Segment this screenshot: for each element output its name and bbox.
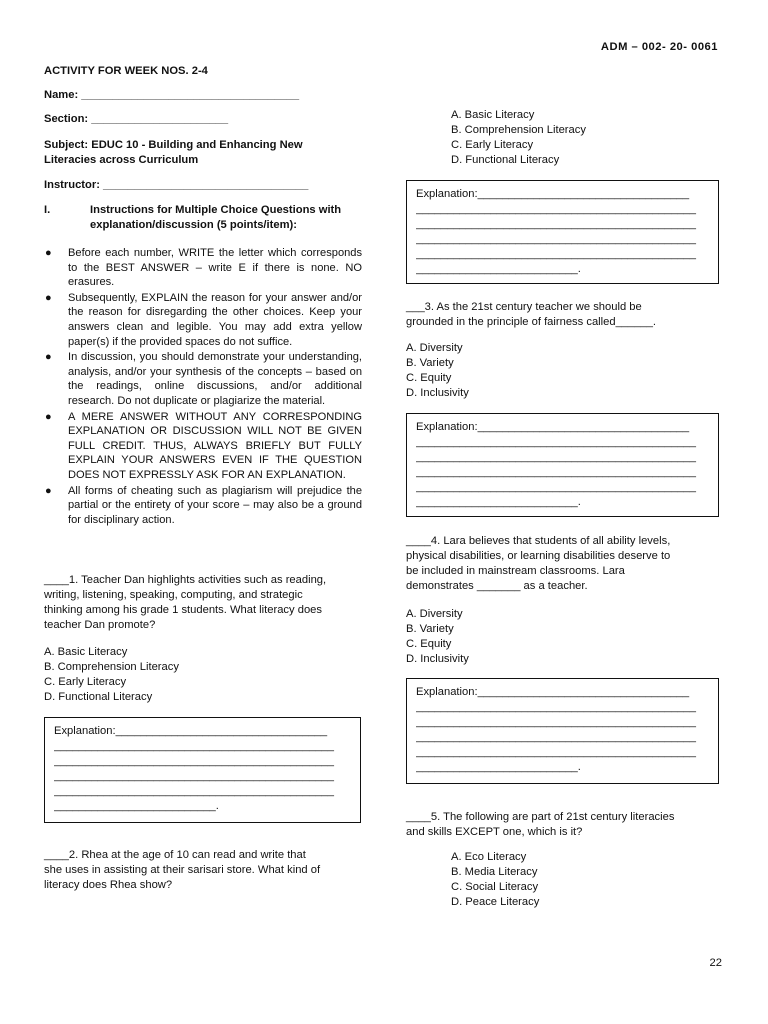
question-4-line: physical disabilities, or learning disabilities deserve to: [406, 550, 671, 562]
option-d: D. Functional Literacy: [44, 691, 153, 703]
question-4-options: [406, 607, 718, 667]
answer-line: _____________________________________________: [54, 740, 334, 752]
option-d: D. Inclusivity: [406, 653, 469, 665]
question-1-options: [44, 645, 362, 705]
question-1-line: ____1. Teacher Dan highlights activities such as reading,: [44, 574, 327, 586]
question-1: [44, 573, 362, 633]
question-4-line: be included in mainstream classrooms. Lara: [406, 565, 625, 577]
question-4-line: ____4. Lara believes that students of all ability levels,: [406, 535, 671, 547]
question-5-options: [451, 850, 539, 910]
option-d: D. Functional Literacy: [451, 154, 560, 166]
option-c: C. Equity: [406, 638, 452, 650]
option-b: B. Variety: [406, 357, 454, 369]
activity-title: ACTIVITY FOR WEEK NOS. 2-4: [44, 65, 208, 77]
instruction-bullet: ● All forms of cheating such as plagiarism will prejudice the partial or the entirety of your score – may also be a ground for disciplinary action.: [45, 484, 362, 526]
question-4: [406, 534, 718, 594]
question-1-line: writing, listening, speaking, computing, and strategic: [44, 589, 303, 601]
answer-line: _____________________________________________: [416, 218, 696, 230]
option-b: B. Variety: [406, 623, 454, 635]
answer-line: _____________________________________________: [416, 233, 696, 245]
explanation-label: Explanation:__________________________________: [416, 188, 690, 200]
answer-line: _____________________________________________: [416, 701, 696, 713]
question-1-line: teacher Dan promote?: [44, 619, 156, 631]
instructor-field[interactable]: Instructor: _________________________________: [44, 179, 309, 191]
question-5-line: ____5. The following are part of 21st century literacies: [406, 811, 675, 823]
question-2: [44, 848, 362, 893]
instruction-bullet: ● Before each number, WRITE the letter which corresponds to the BEST ANSWER – write E if there is none. NO erasures.: [45, 247, 362, 289]
answer-line: _____________________________________________: [416, 436, 696, 448]
bullet-dot-icon: ●: [45, 247, 52, 259]
answer-line: _____________________________________________: [416, 248, 696, 260]
name-field[interactable]: Name: ___________________________________: [44, 89, 300, 101]
answer-line: __________________________.: [54, 800, 219, 812]
explanation-box-1[interactable]: [44, 717, 361, 823]
subject-line-2: Literacies across Curriculum: [44, 154, 199, 166]
answer-line: _____________________________________________: [416, 716, 696, 728]
question-2-line: ____2. Rhea at the age of 10 can read and write that: [44, 849, 306, 861]
instruction-bullet: ● Subsequently, EXPLAIN the reason for your answer and/or the reason for disregarding the other choices. Keep your answers clean and legible. You may add extra yellow paper(s) if the provided spaces do not suffice.: [45, 291, 362, 348]
bullet-dot-icon: ●: [45, 351, 52, 364]
answer-line: __________________________.: [416, 263, 581, 275]
question-1-line: thinking among his grade 1 students. What literacy does: [44, 604, 322, 616]
question-3-options: [406, 341, 718, 401]
explanation-label: Explanation:__________________________________: [416, 421, 690, 433]
answer-line: _____________________________________________: [416, 451, 696, 463]
bullet-dot-icon: ●: [45, 410, 52, 423]
explanation-box-2[interactable]: [406, 180, 719, 284]
instructions-heading-2: explanation/discussion (5 points/item):: [90, 219, 297, 231]
answer-line: _____________________________________________: [54, 755, 334, 767]
document-code: ADM – 002- 20- 0061: [600, 41, 718, 53]
option-c: C. Social Literacy: [451, 881, 539, 893]
section-field[interactable]: Section: ______________________: [44, 113, 229, 125]
answer-line: _____________________________________________: [416, 203, 696, 215]
section-numeral: I.: [44, 204, 51, 216]
instructions-list: [44, 246, 362, 528]
question-5: [406, 810, 718, 840]
option-a: A. Eco Literacy: [451, 851, 527, 863]
answer-line: _____________________________________________: [54, 785, 334, 797]
page-number: 22: [709, 957, 722, 969]
option-a: A. Diversity: [406, 342, 463, 354]
option-b: B. Media Literacy: [451, 866, 538, 878]
bullet-dot-icon: ●: [45, 484, 52, 497]
answer-line: _____________________________________________: [416, 466, 696, 478]
answer-line: __________________________.: [416, 761, 581, 773]
bullet-dot-icon: ●: [45, 291, 52, 304]
explanation-box-3[interactable]: [406, 413, 719, 517]
option-a: A. Basic Literacy: [451, 109, 535, 121]
question-3: [406, 300, 718, 330]
answer-line: _____________________________________________: [54, 770, 334, 782]
option-a: A. Diversity: [406, 608, 463, 620]
question-2-line: she uses in assisting at their sarisari store. What kind of: [44, 864, 321, 876]
question-5-line: and skills EXCEPT one, which is it?: [406, 826, 583, 838]
option-c: C. Equity: [406, 372, 452, 384]
explanation-box-4[interactable]: [406, 678, 719, 784]
option-d: D. Peace Literacy: [451, 896, 540, 908]
subject-line-1: Subject: EDUC 10 - Building and Enhancing New: [44, 139, 303, 151]
question-3-line: grounded in the principle of fairness called______.: [406, 316, 657, 328]
answer-line: _____________________________________________: [416, 746, 696, 758]
instructions-heading-1: Instructions for Multiple Choice Questions with: [90, 204, 342, 216]
option-a: A. Basic Literacy: [44, 646, 128, 658]
question-2-line: literacy does Rhea show?: [44, 879, 173, 891]
answer-line: _____________________________________________: [416, 481, 696, 493]
option-d: D. Inclusivity: [406, 387, 469, 399]
answer-line: _____________________________________________: [416, 731, 696, 743]
explanation-label: Explanation:__________________________________: [54, 725, 328, 737]
option-b: B. Comprehension Literacy: [451, 124, 586, 136]
instruction-bullet: ● In discussion, you should demonstrate your understanding, analysis, and/or your synthesis of the concepts – based on the readings, online discussions, and/or additional research. Do not duplicate or plagiarize the material.: [45, 351, 362, 407]
option-c: C. Early Literacy: [44, 676, 127, 688]
option-c: C. Early Literacy: [451, 139, 534, 151]
question-2-options: [451, 108, 586, 168]
answer-line: __________________________.: [416, 496, 581, 508]
explanation-label: Explanation:__________________________________: [416, 686, 690, 698]
question-3-line: ___3. As the 21st century teacher we should be: [406, 301, 642, 313]
option-b: B. Comprehension Literacy: [44, 661, 179, 673]
instruction-bullet: ● A MERE ANSWER WITHOUT ANY CORRESPONDING EXPLANATION OR DISCUSSION WILL NOT BE GIVEN FULL CREDIT. THUS, ALWAYS BRIEFLY BUT FULLY EXPLAIN YOUR ANSWERS EVEN IF THE QUESTION DOES NOT EXPRESSLY ASK FOR AN EXPLANATION.: [45, 410, 362, 481]
question-4-line: demonstrates _______ as a teacher.: [406, 580, 588, 592]
